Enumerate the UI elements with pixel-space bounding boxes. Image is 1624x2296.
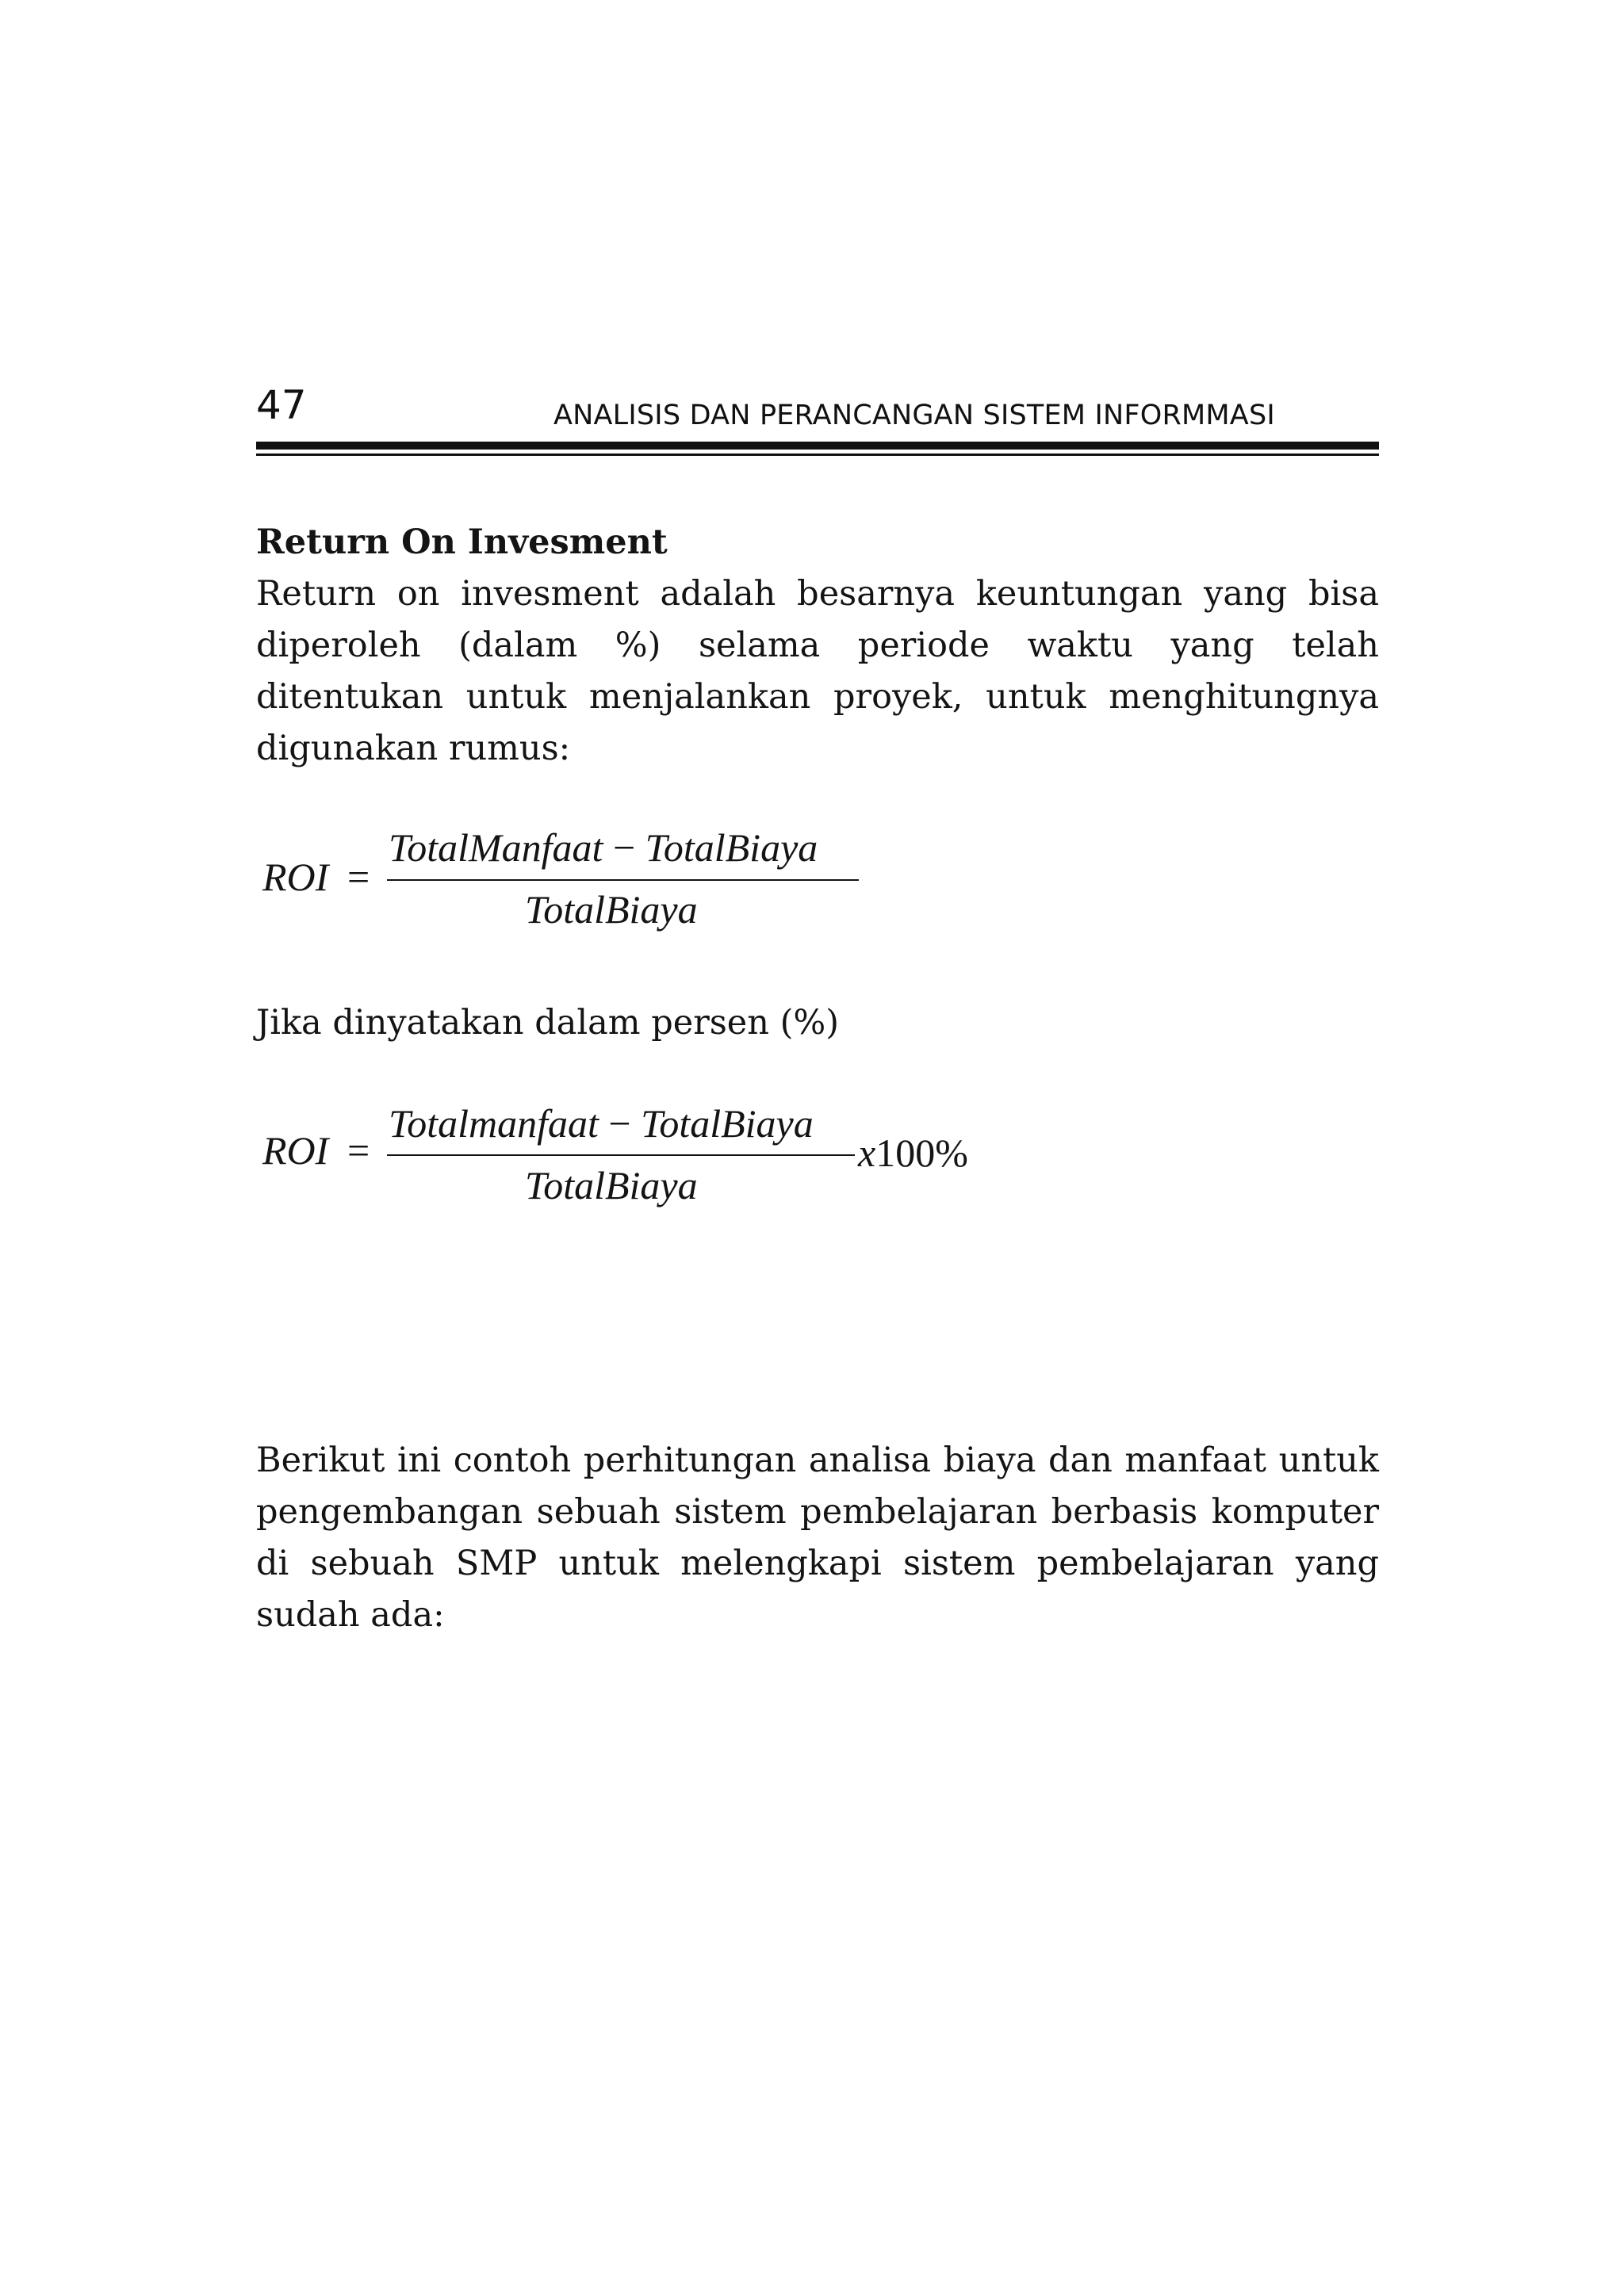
formula-multiplier — [858, 1130, 968, 1176]
page-number: 47 — [256, 382, 307, 428]
running-title: ANALISIS DAN PERANCANGAN SISTEM INFORMMASI — [553, 400, 1275, 431]
paragraph-percent-note: Jika dinyatakan dalam persen (%) — [256, 1003, 840, 1043]
formula-equals: = — [347, 855, 370, 899]
formula-numerator — [389, 825, 818, 871]
header-rule-thin — [256, 453, 1379, 456]
formula-numerator — [389, 1100, 814, 1146]
formula-denominator: TotalBiaya — [525, 1163, 698, 1207]
paragraph-example-intro: Berikut ini contoh perhitungan analisa biaya dan manfaat untuk pengembangan sebuah sistem pembelajaran berbasis komputer di sebuah SMP untuk melengkapi sistem pembelajaran yang sudah ada: — [256, 1441, 1379, 1635]
header-rule-thick — [256, 442, 1379, 450]
numerator-left: TotalManfaat — [389, 825, 603, 870]
paragraph-intro: Return on invesment adalah besarnya keuntungan yang bisa diperoleh (dalam %) selama periode waktu yang telah ditentukan untuk menjalankan proyek, untuk menghitungnya digunakan rumus: — [256, 574, 1379, 768]
minus-sign: − — [608, 1101, 631, 1146]
section-heading: Return On Invesment — [256, 522, 668, 562]
formula-denominator: TotalBiaya — [525, 887, 698, 932]
multiplier-value: 100% — [875, 1131, 968, 1175]
fraction-bar — [387, 879, 859, 881]
minus-sign: − — [612, 825, 636, 870]
multiplier-symbol: x — [858, 1131, 876, 1175]
numerator-left: Totalmanfaat — [389, 1101, 599, 1146]
formula-equals: = — [347, 1128, 370, 1173]
numerator-right: TotalBiaya — [641, 1101, 814, 1146]
numerator-right: TotalBiaya — [645, 825, 818, 870]
formula-lhs: ROI — [262, 1128, 329, 1173]
fraction-bar — [387, 1154, 855, 1156]
formula-lhs: ROI — [262, 855, 329, 899]
